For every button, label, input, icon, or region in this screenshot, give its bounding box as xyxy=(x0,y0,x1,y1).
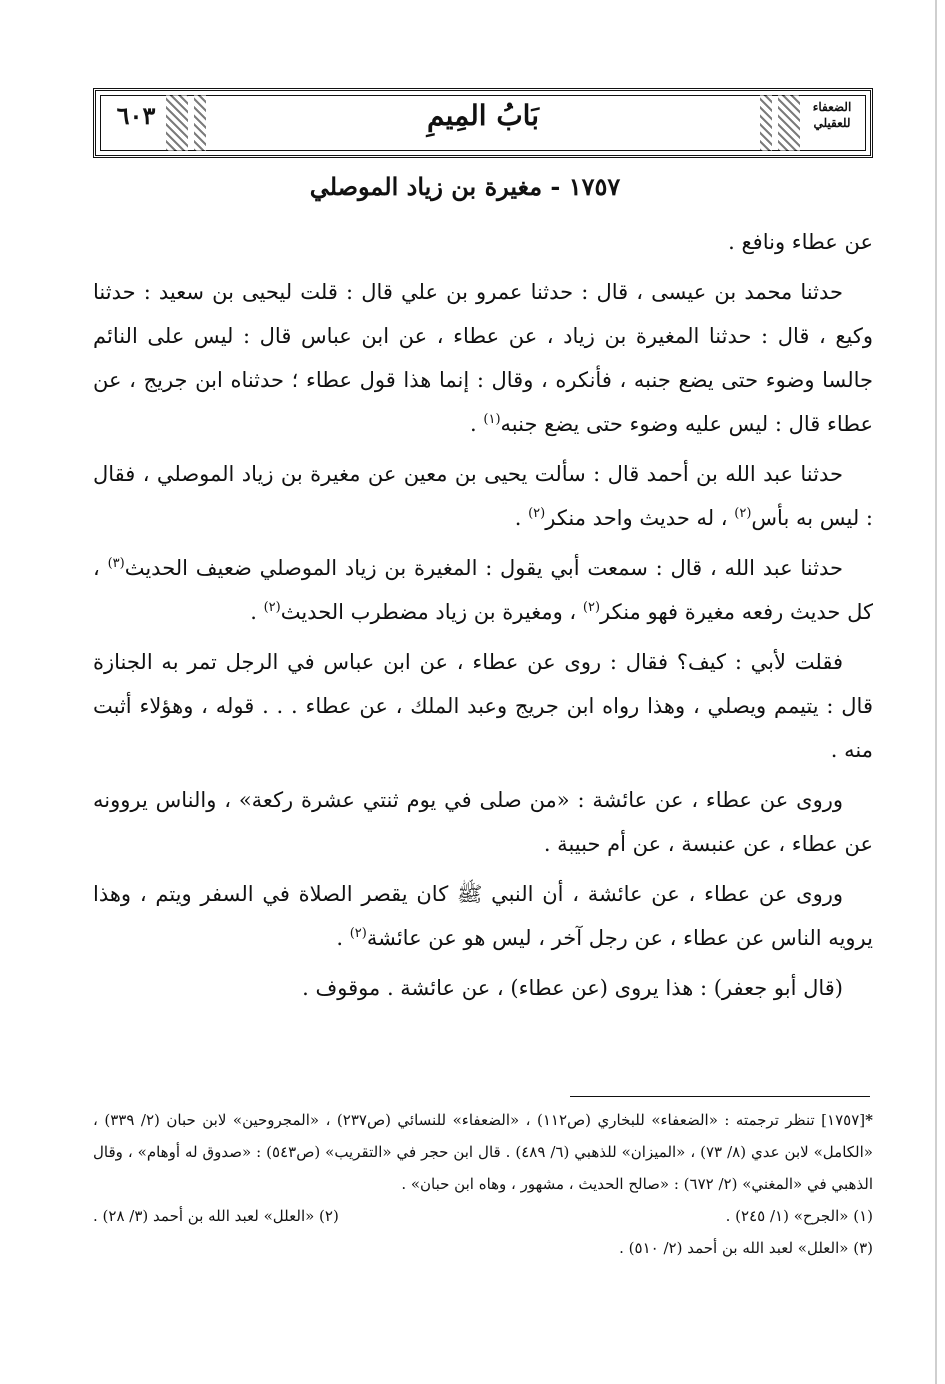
main-text xyxy=(93,220,873,1016)
ornament-right-small xyxy=(760,95,772,151)
book-page xyxy=(60,0,873,1384)
paragraph: حدثنا محمد بن عيسى ، قال : حدثنا عمرو بن علي قال : قلت ليحيى بن سعيد : حدثنا وكيع ، قال : حدثنا المغيرة بن زياد ، عن عطاء ، عن ابن عباس قال : ليس على النائم جالسا وضوء حتى يضع جنبه ، فأنكره ، وقال : إنما هذا قول عطاء ؛ حدثناه ابن جريج ، عن عطاء قال : ليس عليه وضوء حتى يضع جنبه$^{(١)}$ . xyxy=(93,280,873,436)
footnote-1: (١) «الجرح» (١/ ٢٤٥) . xyxy=(725,1207,873,1225)
footnote-ref: (٣) xyxy=(107,556,125,571)
footnote-3: (٣) «العلل» لعبد الله بن أحمد (٢/ ٥١٠) . xyxy=(619,1239,873,1257)
paragraph: وروى عن عطاء ، عن عائشة ، أن النبي ﷺ كان يقصر الصلاة في السفر ويتم ، وهذا يرويه الناس عن عطاء ، عن رجل آخر ، ليس هو عن عائشة$^{(٢)}$ . xyxy=(93,882,873,950)
footnotes xyxy=(93,1104,873,1264)
footnote-2: (٢) «العلل» لعبد الله بن أحمد (٣/ ٢٨) . xyxy=(93,1207,339,1225)
footnote-ref: (٢) xyxy=(582,600,601,615)
footnote-ref: (٢) xyxy=(528,506,546,521)
ornament-left xyxy=(166,95,188,151)
entry-title: ١٧٥٧ - مغيرة بن زياد الموصلي xyxy=(309,172,621,201)
footnote-ref: (٢) xyxy=(263,600,281,615)
paragraph: حدثنا عبد الله بن أحمد قال : سألت يحيى بن معين عن مغيرة بن زياد الموصلي ، فقال : ليس به بأس$^{(٢)}$ ، له حديث واحد منكر$^{(٢)}$ . xyxy=(93,462,873,530)
star-marker: * xyxy=(865,1111,873,1129)
footnote-ref: (٢) xyxy=(349,926,367,941)
page-header-frame xyxy=(93,88,873,158)
paragraph: وروى عن عطاء ، عن عائشة : «من صلى في يوم ثنتي عشرة ركعة» ، والناس يروونه عن عطاء ، عن عنبسة ، عن أم حبيبة . xyxy=(93,788,873,856)
paragraph: فقلت لأبي : كيف؟ فقال : روى عن عطاء ، عن ابن عباس في الرجل تمر به الجنازة قال : يتيمم ويصلي ، وهذا رواه ابن جريج وعبد الملك ، عن عطاء . . . قوله ، وهؤلاء أثبت منه . xyxy=(93,650,873,762)
paragraph: حدثنا عبد الله ، قال : سمعت أبي يقول : المغيرة بن زياد الموصلي ضعيف الحديث$^{(٣)}$ ، كل حديث رفعه مغيرة فهو منكر$^{(٢)}$ ، ومغيرة بن زياد مضطرب الحديث$^{(٢)}$ . xyxy=(93,556,873,624)
paragraph: عن عطاء ونافع . xyxy=(728,230,873,254)
footnote-ref: (٢) xyxy=(734,506,752,521)
book-logo: الضعفاء للعقيلي xyxy=(812,100,852,130)
ornament-right xyxy=(778,95,800,151)
ornament-left-small xyxy=(194,95,206,151)
running-head: بَابُ المِيمِ xyxy=(426,99,539,132)
footnote-row xyxy=(93,1200,873,1232)
footnote-biography: *[١٧٥٧] تنظر ترجمته : «الضعفاء» للبخاري (ص١١٢) ، «الضعفاء» للنسائي (ص٢٣٧) ، «المجروحين» لابن حبان (٢/ ٣٣٩) ، «الكامل» لابن عدي (٨/ ٧٣) ، «الميزان» للذهبي (٦/ ٤٨٩) . قال ابن حجر في «التقريب» (ص٥٤٣) : «صدوق له أوهام» ، وقال الذهبي في «المغني» (٢/ ٦٧٢) : «صالح الحديث ، مشهور ، وهاه ابن حبان» . xyxy=(93,1111,873,1193)
page-edge-rule xyxy=(935,0,937,1384)
footnote-ref: (١) xyxy=(483,412,501,427)
paragraph: (قال أبو جعفر) : هذا يروى (عن عطاء) ، عن عائشة . موقوف . xyxy=(302,976,843,1000)
footnote-divider xyxy=(570,1096,870,1097)
page-number: ٦٠٣ xyxy=(116,101,156,130)
